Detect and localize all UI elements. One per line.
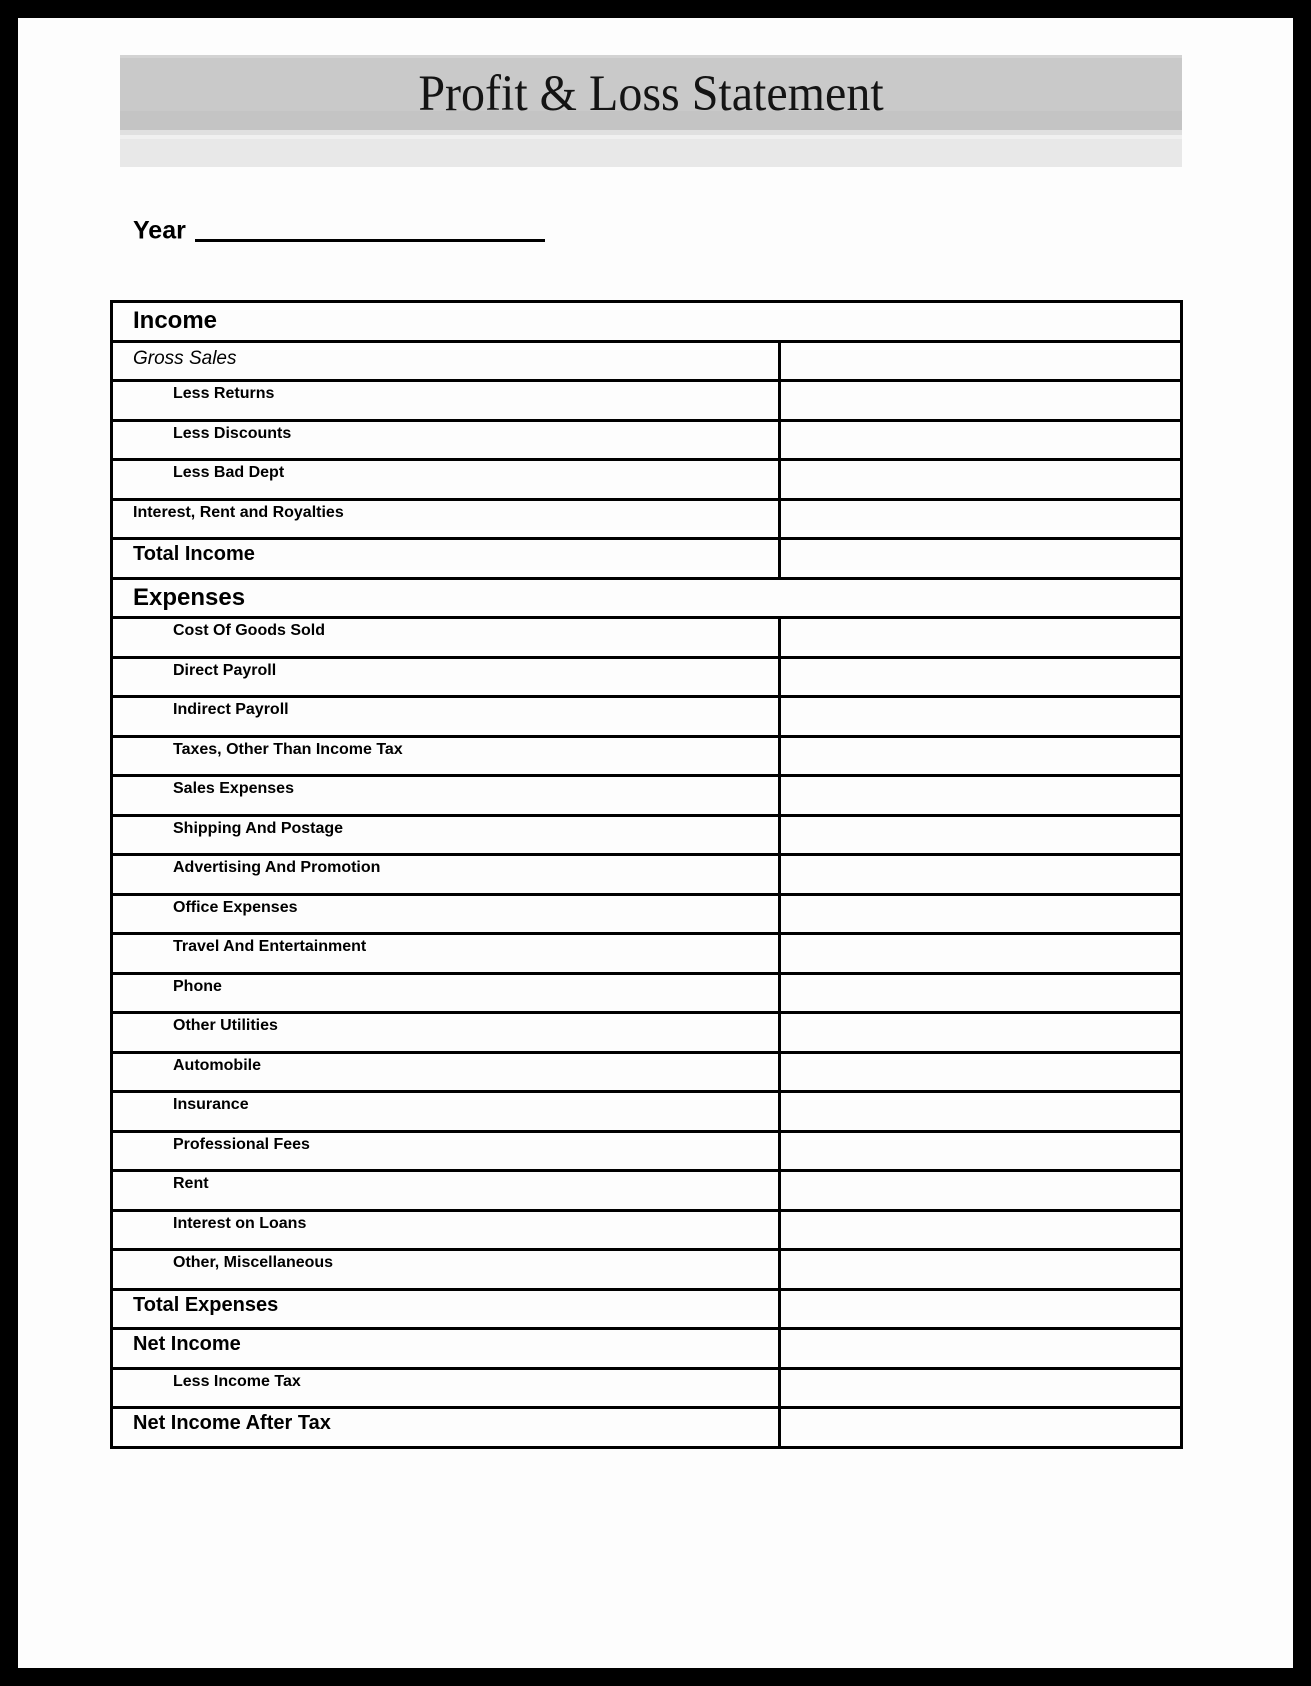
table-row [112,539,1182,579]
value-cell [780,499,1182,539]
table-row [112,1210,1182,1250]
row-label: Shipping And Postage [112,815,780,855]
value-cell [780,855,1182,895]
value-cell [780,341,1182,381]
table-row [112,1131,1182,1171]
table-row [112,381,1182,421]
table-row [112,1289,1182,1329]
row-label: Automobile [112,1052,780,1092]
value-cell [780,420,1182,460]
table-row [112,657,1182,697]
table-row [112,420,1182,460]
row-label: Insurance [112,1092,780,1132]
row-label: Phone [112,973,780,1013]
value-cell [780,815,1182,855]
row-label: Net Income After Tax [112,1408,780,1448]
value-cell [780,1052,1182,1092]
value-cell [780,934,1182,974]
year-label: Year [133,216,186,245]
row-label: Total Expenses [112,1289,780,1329]
value-cell [780,618,1182,658]
row-label: Advertising And Promotion [112,855,780,895]
table-row [112,973,1182,1013]
title-banner-dark-band [120,55,1182,130]
table-row [112,1171,1182,1211]
row-label: Rent [112,1171,780,1211]
row-label: Other, Miscellaneous [112,1250,780,1290]
value-cell [780,1092,1182,1132]
table-row [112,302,1182,342]
table-row [112,1013,1182,1053]
value-cell [780,1013,1182,1053]
row-label: Income [112,302,1182,342]
row-label: Less Income Tax [112,1368,780,1408]
table-row [112,697,1182,737]
row-label: Expenses [112,578,1182,618]
row-label: Interest, Rent and Royalties [112,499,780,539]
value-cell [780,1250,1182,1290]
table-row [112,855,1182,895]
value-cell [780,1131,1182,1171]
table-row [112,934,1182,974]
row-label: Office Expenses [112,894,780,934]
table-row [112,499,1182,539]
table-row [112,578,1182,618]
table-row [112,460,1182,500]
row-label: Direct Payroll [112,657,780,697]
profit-loss-table [110,300,1183,1449]
title-banner [120,55,1182,167]
row-label: Interest on Loans [112,1210,780,1250]
table-row [112,341,1182,381]
table-row [112,736,1182,776]
title-banner-light-band [120,130,1182,167]
value-cell [780,657,1182,697]
document-page [18,18,1293,1668]
row-label: Less Bad Dept [112,460,780,500]
row-label: Cost Of Goods Sold [112,618,780,658]
value-cell [780,973,1182,1013]
profit-loss-table-body [112,302,1182,1448]
value-cell [780,381,1182,421]
table-row [112,1368,1182,1408]
row-label: Sales Expenses [112,776,780,816]
value-cell [780,460,1182,500]
table-row [112,776,1182,816]
value-cell [780,539,1182,579]
row-label: Professional Fees [112,1131,780,1171]
row-label: Indirect Payroll [112,697,780,737]
value-cell [780,1210,1182,1250]
table-row [112,1408,1182,1448]
row-label: Less Discounts [112,420,780,460]
table-row [112,1092,1182,1132]
value-cell [780,1289,1182,1329]
value-cell [780,697,1182,737]
value-cell [780,1171,1182,1211]
year-blank-line [195,211,545,242]
row-label: Net Income [112,1329,780,1369]
page-title: Profit & Loss Statement [418,65,884,122]
table-row [112,1052,1182,1092]
value-cell [780,1408,1182,1448]
table-row [112,894,1182,934]
row-label: Taxes, Other Than Income Tax [112,736,780,776]
value-cell [780,894,1182,934]
row-label: Less Returns [112,381,780,421]
table-row [112,815,1182,855]
row-label: Other Utilities [112,1013,780,1053]
row-label: Gross Sales [112,341,780,381]
table-row [112,1250,1182,1290]
row-label: Total Income [112,539,780,579]
value-cell [780,1368,1182,1408]
value-cell [780,776,1182,816]
value-cell [780,736,1182,776]
row-label: Travel And Entertainment [112,934,780,974]
table-row [112,1329,1182,1369]
value-cell [780,1329,1182,1369]
table-row [112,618,1182,658]
year-field [133,208,545,246]
